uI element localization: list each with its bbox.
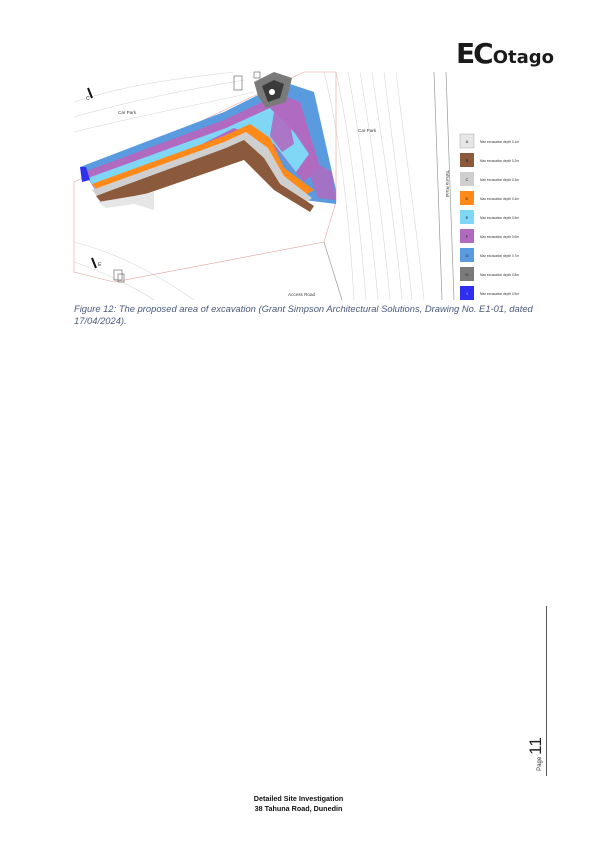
legend-code-i: I (466, 291, 468, 296)
legend-code-h: H (465, 272, 469, 277)
legend-label-g: Max excavation depth 0.7m (480, 254, 519, 258)
footer-address: 38 Tahuna Road, Dunedin (254, 804, 343, 813)
legend-label-d: Max excavation depth 0.4m (480, 197, 519, 201)
ecotago-logo (456, 36, 554, 68)
legend-code-a: A (465, 139, 469, 144)
footer-title: Detailed Site Investigation (253, 794, 344, 803)
section-c-label: C (86, 96, 90, 102)
legend-code-b: B (465, 158, 469, 163)
page-number-value: 11 (526, 737, 545, 755)
legend-code-d: D (465, 196, 469, 201)
car-park-left-label: Car Park (118, 110, 137, 115)
road-edges (324, 72, 454, 300)
legend-label-i: Max excavation depth 0.9m (480, 292, 519, 296)
logo-otago: Otago (492, 47, 554, 68)
legend-code-c: C (465, 177, 469, 182)
legend-label-b: Max excavation depth 0.2m (480, 159, 519, 163)
legend-label-f: Max excavation depth 0.6m (480, 235, 519, 239)
legend (460, 134, 519, 300)
legend-code-g: G (465, 253, 469, 258)
legend-label-c: Max excavation depth 0.3m (480, 178, 519, 182)
car-park-right-label: Car Park (358, 128, 377, 133)
excavation-plan-figure (74, 72, 519, 300)
legend-label-a: Max excavation depth 0.1m (480, 140, 519, 144)
legend-label-e: Max excavation depth 0.5m (480, 216, 519, 220)
logo-ec: EC (456, 37, 492, 70)
tahuna-road-label: Tahuna Road (445, 170, 450, 198)
page-label: Page (537, 756, 543, 771)
excavation-plan-drawing (74, 72, 519, 300)
legend-code-f: F (465, 234, 469, 239)
figure-caption: Figure 12: The proposed area of excavation (Grant Simpson Architectural Solutions, Drawing No. E1-01, dated 17/04/2024). (74, 303, 533, 326)
document-footer (0, 794, 597, 814)
legend-label-h: Max excavation depth 0.8m (480, 273, 519, 277)
page-number (526, 734, 566, 774)
excavation-zones (80, 72, 336, 212)
section-e-label: E (98, 262, 102, 268)
access-road-label: Access Road (288, 292, 316, 297)
legend-code-e: E (465, 215, 469, 220)
